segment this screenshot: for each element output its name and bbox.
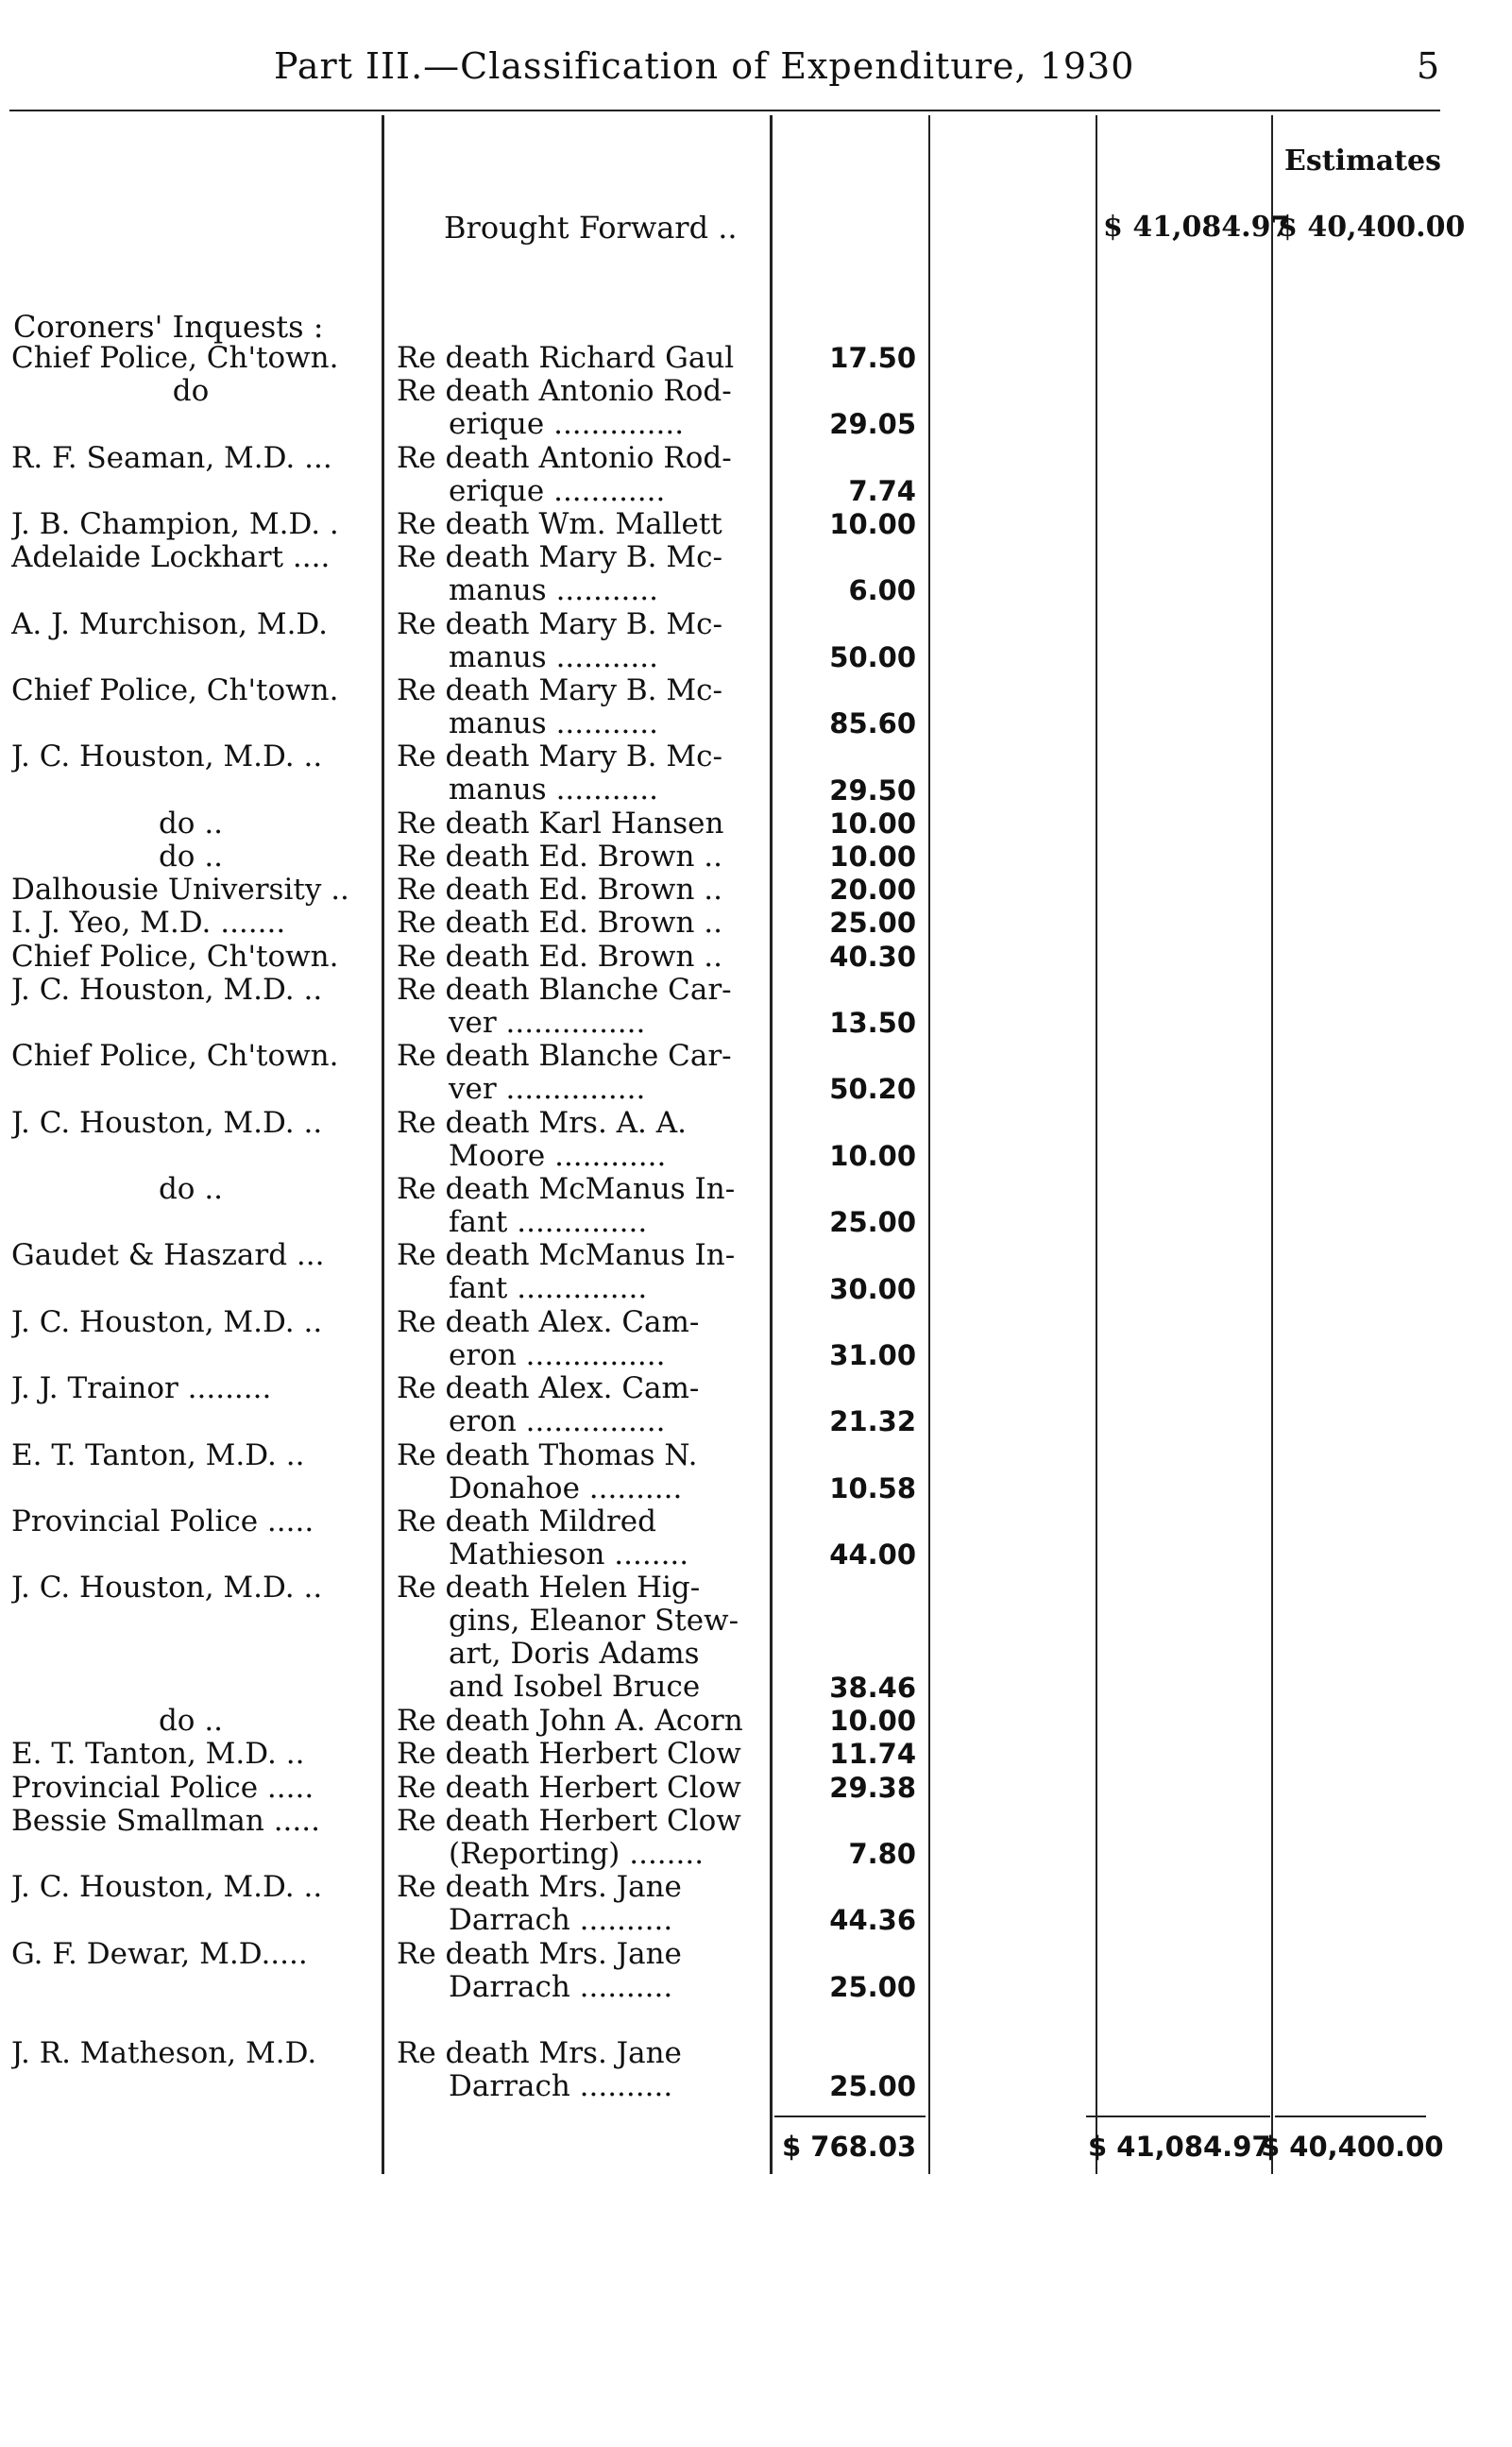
description-cell: [397, 442, 765, 508]
payee-cell: do ..: [158, 1705, 224, 1739]
description-line: Re death Wm. Mallett: [397, 507, 722, 541]
column-rule-blank: [1096, 115, 1097, 2174]
description-cell: [397, 974, 765, 1040]
description-line: erique ..............: [449, 407, 685, 442]
description-line: Re death Antonio Rod-: [397, 440, 732, 475]
estimate-total: $ 40,400.00: [1261, 2131, 1444, 2163]
payee-cell: Chief Police, Ch'town.: [11, 342, 339, 375]
description-line: Re death Mary B. Mc-: [397, 606, 722, 641]
amount-cell: 40.30: [829, 940, 916, 973]
payee-cell: J. C. Houston, M.D. ..: [11, 740, 323, 774]
description-line: manus ...........: [449, 573, 658, 608]
description-cell: [397, 1306, 765, 1372]
description-cell: [397, 807, 765, 841]
payee-cell: Gaudet & Haszard ...: [11, 1239, 325, 1273]
amount-cell: 10.00: [829, 807, 916, 840]
description-line: Re death Ed. Brown ..: [397, 840, 722, 874]
payee-cell: do ..: [158, 841, 224, 874]
payee-cell: Provincial Police .....: [11, 1771, 314, 1805]
amount-cell: 10.58: [829, 1471, 916, 1504]
estimates-column-header: Estimates: [1284, 144, 1442, 178]
column-rule-amount: [928, 115, 930, 2174]
payee-cell: do ..: [158, 1173, 224, 1206]
description-cell: [397, 508, 765, 541]
description-cell: [397, 1040, 765, 1106]
actual-total: $ 41,084.97: [1088, 2131, 1271, 2163]
total-rule-actual: [1086, 2116, 1270, 2117]
description-cell: [397, 874, 765, 907]
total-rule-amount: [774, 2116, 926, 2117]
payee-cell: Chief Police, Ch'town.: [11, 1040, 339, 1074]
brought-forward-actual: $ 41,084.97: [1103, 211, 1291, 244]
description-line: Re death McManus In-: [397, 1172, 736, 1206]
description-cell: [397, 375, 765, 441]
description-line: Re death Mary B. Mc-: [397, 739, 722, 774]
description-line: Donahoe ..........: [449, 1470, 683, 1505]
description-line: Re death Mrs. Jane: [397, 1936, 682, 1971]
description-line: Re death Richard Gaul: [397, 341, 735, 375]
description-line: erique ............: [449, 473, 666, 508]
description-cell: [397, 342, 765, 375]
description-cell: [397, 1372, 765, 1438]
payee-cell: J. R. Matheson, M.D.: [11, 2037, 317, 2070]
amount-cell: 50.00: [829, 640, 916, 673]
section-total: $ 768.03: [782, 2131, 917, 2163]
payee-cell: E. T. Tanton, M.D. ..: [11, 1438, 305, 1472]
description-line: Darrach ..........: [449, 2069, 673, 2103]
description-cell: [397, 1772, 765, 1805]
payee-cell: E. T. Tanton, M.D. ..: [11, 1738, 305, 1772]
description-cell: [397, 740, 765, 807]
description-line: Re death John A. Acorn: [397, 1704, 743, 1739]
description-line: gins, Eleanor Stew-: [449, 1604, 739, 1639]
payee-cell: Chief Police, Ch'town.: [11, 940, 339, 974]
payee-cell: J. C. Houston, M.D. ..: [11, 1305, 323, 1339]
column-rule-description: [770, 115, 773, 2174]
description-line: Re death Karl Hansen: [397, 806, 724, 841]
amount-cell: 30.00: [829, 1272, 916, 1305]
column-rule-actual: [1271, 115, 1273, 2174]
description-cell: [397, 1938, 765, 2004]
description-line: Mathieson ........: [449, 1538, 689, 1572]
amount-cell: 25.00: [829, 1206, 916, 1239]
description-cell: [397, 1705, 765, 1738]
description-line: manus ...........: [449, 639, 658, 674]
description-line: fant ..............: [449, 1271, 648, 1306]
amount-cell: 10.00: [829, 508, 916, 540]
description-line: Re death McManus In-: [397, 1238, 736, 1273]
amount-cell: 6.00: [848, 574, 916, 607]
amount-cell: 20.00: [829, 874, 916, 907]
section-title: Coroners' Inquests :: [13, 309, 324, 345]
payee-cell: J. C. Houston, M.D. ..: [11, 1106, 323, 1140]
description-line: Darrach ..........: [449, 1903, 673, 1938]
description-line: Re death Blanche Car-: [397, 1039, 732, 1074]
payee-cell: A. J. Murchison, M.D.: [11, 607, 329, 641]
brought-forward-estimate: $ 40,400.00: [1278, 211, 1466, 244]
description-cell: [397, 608, 765, 674]
payee-cell: G. F. Dewar, M.D.....: [11, 1937, 308, 1971]
description-cell: [397, 1738, 765, 1771]
amount-cell: 21.32: [829, 1405, 916, 1438]
amount-cell: 85.60: [829, 707, 916, 740]
description-cell: [397, 941, 765, 974]
description-cell: [397, 1505, 765, 1572]
description-line: Re death Mary B. Mc-: [397, 540, 722, 575]
payee-cell: J. C. Houston, M.D. ..: [11, 1572, 323, 1606]
description-line: Darrach ..........: [449, 1969, 673, 2004]
description-cell: [397, 1439, 765, 1505]
amount-cell: 29.38: [829, 1771, 916, 1804]
description-line: Re death Mrs. Jane: [397, 2036, 682, 2070]
description-line: Re death Herbert Clow: [397, 1803, 741, 1838]
amount-cell: 31.00: [829, 1338, 916, 1371]
description-line: Re death Blanche Car-: [397, 972, 732, 1007]
description-cell: [397, 674, 765, 740]
description-line: Re death Mrs. Jane: [397, 1870, 682, 1905]
description-line: ver ...............: [449, 1005, 646, 1040]
description-line: Re death Ed. Brown ..: [397, 939, 722, 974]
description-line: Re death Herbert Clow: [397, 1770, 741, 1805]
payee-cell: Adelaide Lockhart ....: [11, 541, 331, 575]
description-line: manus ...........: [449, 706, 658, 740]
description-cell: [397, 2037, 765, 2103]
description-cell: [397, 907, 765, 940]
amount-cell: 7.80: [848, 1837, 916, 1870]
description-cell: [397, 1173, 765, 1239]
page-title: Part III.—Classification of Expenditure, 1930: [274, 45, 1135, 87]
amount-cell: 29.50: [829, 773, 916, 807]
amount-cell: 10.00: [829, 1139, 916, 1172]
amount-cell: 25.00: [829, 907, 916, 940]
description-line: Re death Antonio Rod-: [397, 374, 732, 409]
amount-cell: 11.74: [829, 1738, 916, 1771]
amount-cell: 38.46: [829, 1671, 916, 1704]
description-line: Re death Helen Hig-: [397, 1571, 701, 1606]
description-cell: [397, 1572, 765, 1704]
payee-cell: R. F. Seaman, M.D. ...: [11, 441, 332, 475]
description-line: Re death Ed. Brown ..: [397, 873, 722, 908]
header-rule: [9, 110, 1440, 111]
amount-cell: 10.00: [829, 841, 916, 873]
amount-cell: 25.00: [829, 2070, 916, 2103]
payee-cell: Provincial Police .....: [11, 1505, 314, 1538]
payee-cell: J. B. Champion, M.D. .: [11, 508, 339, 541]
description-line: Re death Alex. Cam-: [397, 1304, 700, 1339]
description-line: art, Doris Adams: [449, 1637, 700, 1672]
description-line: Re death Mrs. A. A.: [397, 1105, 688, 1140]
payee-cell: Chief Police, Ch'town.: [11, 674, 339, 707]
payee-cell: J. C. Houston, M.D. ..: [11, 973, 323, 1007]
amount-cell: 7.74: [848, 474, 916, 507]
amount-cell: 25.00: [829, 1970, 916, 2003]
payee-cell: Dalhousie University ..: [11, 874, 349, 908]
description-line: and Isobel Bruce: [449, 1670, 701, 1705]
amount-cell: 44.00: [829, 1538, 916, 1572]
description-line: fant ..............: [449, 1205, 648, 1239]
description-line: (Reporting) ........: [449, 1836, 705, 1871]
description-line: Moore ............: [449, 1138, 667, 1173]
description-line: Re death Herbert Clow: [397, 1737, 741, 1772]
amount-cell: 10.00: [829, 1705, 916, 1738]
description-line: Re death Alex. Cam-: [397, 1371, 700, 1406]
payee-cell: Bessie Smallman .....: [11, 1804, 320, 1838]
description-cell: [397, 541, 765, 607]
description-line: Re death Mildred: [397, 1504, 656, 1538]
description-cell: [397, 1805, 765, 1871]
payee-cell: J. J. Trainor .........: [11, 1372, 272, 1406]
description-cell: [397, 1107, 765, 1173]
amount-cell: 13.50: [829, 1006, 916, 1039]
amount-cell: 17.50: [829, 342, 916, 374]
description-line: Re death Mary B. Mc-: [397, 673, 722, 707]
amount-cell: 29.05: [829, 408, 916, 441]
payee-cell: I. J. Yeo, M.D. .......: [11, 907, 286, 941]
description-line: Re death Ed. Brown ..: [397, 906, 722, 941]
description-cell: [397, 1239, 765, 1305]
total-rule-estimate: [1275, 2116, 1426, 2117]
page-number: 5: [1417, 45, 1440, 87]
payee-cell: do ..: [158, 807, 224, 841]
description-cell: [397, 1871, 765, 1937]
description-line: Re death Thomas N.: [397, 1437, 698, 1472]
payee-cell: J. C. Houston, M.D. ..: [11, 1871, 323, 1905]
description-line: ver ...............: [449, 1072, 646, 1107]
amount-cell: 44.36: [829, 1904, 916, 1937]
description-cell: [397, 841, 765, 874]
payee-cell: do: [172, 375, 210, 409]
description-line: eron ...............: [449, 1337, 666, 1372]
brought-forward-label: Brought Forward ..: [444, 210, 738, 246]
column-rule-payee: [382, 115, 384, 2174]
description-line: eron ...............: [449, 1404, 666, 1439]
description-line: manus ...........: [449, 773, 658, 807]
amount-cell: 50.20: [829, 1073, 916, 1106]
